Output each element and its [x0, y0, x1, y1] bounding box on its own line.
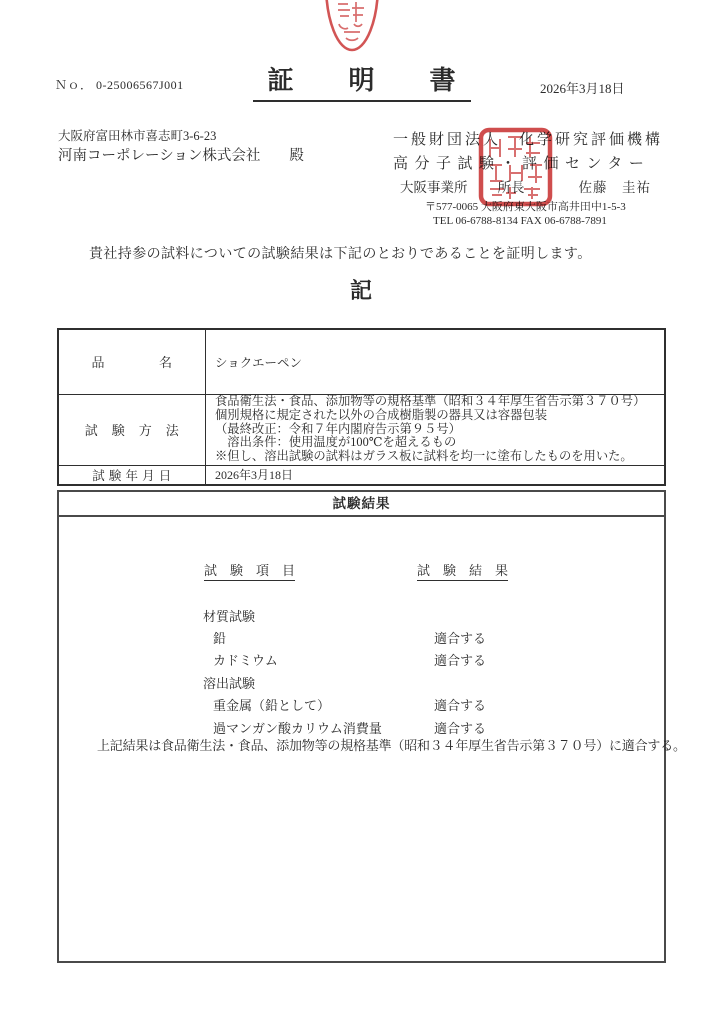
product-name-label: 品 名 [58, 329, 206, 394]
result-item-value: 適合する [434, 720, 487, 736]
results-rows [203, 604, 658, 738]
results-column-result: 試 験 結 果 [417, 560, 508, 581]
test-method-line: 溶出条件：使用温度が100℃を超えるもの [215, 435, 457, 450]
result-item-label: 材質試験 [203, 608, 256, 624]
issuer-postal-address: 〒577-0065 大阪府東大阪市高井田中1-5-3 [425, 201, 626, 213]
result-row-group [203, 604, 658, 626]
certification-statement: 貴社持参の試料についての試験結果は下記のとおりであることを証明します。 [89, 247, 592, 262]
square-stamp-icon [478, 127, 553, 207]
issuer-role: 所長 [497, 180, 525, 195]
results-conclusion-note: 上記結果は食品衛生法・食品、添加物等の規格基準（昭和３４年厚生省告示第３７０号）に適合する。 [97, 738, 686, 753]
issuer-tel-fax: TEL 06-6788-8134 FAX 06-6788-7891 [433, 215, 607, 227]
addressee-block [58, 127, 304, 167]
test-method-line: 個別規格に規定された以外の合成樹脂製の器具又は容器包装 [215, 407, 548, 422]
result-item-label: カドミウム [213, 653, 278, 669]
sample-info-table [57, 328, 666, 486]
test-date-value: 2026年3月18日 [206, 465, 666, 485]
issuer-organization: 一般財団法人 化学研究評価機構 [393, 132, 664, 148]
result-item-label: 過マンガン酸カリウム消費量 [213, 720, 382, 736]
issue-date: 2026年3月18日 [540, 81, 625, 96]
document-number-label: Ｎｏ． [55, 78, 93, 92]
table-row-product-name [58, 329, 665, 394]
test-date-label: 試 験 年 月 日 [58, 465, 206, 485]
test-method-line: （最終改正：令和７年内閣府告示第９５号） [215, 421, 461, 436]
addressee-address: 大阪府富田林市喜志町3-6-23 [58, 129, 217, 143]
issuer-person: 佐藤 圭祐 [578, 180, 651, 195]
result-row [203, 626, 658, 648]
test-method-value [206, 394, 666, 465]
test-results-box [57, 490, 686, 963]
issuer-center: 高分子試験・評価センター [393, 156, 651, 172]
result-item-label: 重金属（鉛として） [213, 698, 331, 714]
product-name-value: ショクエーペン [206, 329, 666, 394]
test-method-line: 食品衛生法・食品、添加物等の規格基準（昭和３４年厚生省告示第３７０号） [215, 393, 646, 408]
round-stamp-icon [320, 0, 384, 56]
test-method-line: ※但し、溶出試験の試料はガラス板に試料を均一に塗布したものを用いた。 [215, 449, 633, 464]
results-box-title: 試験結果 [59, 492, 664, 517]
result-row-group [203, 671, 658, 693]
ki-heading: 記 [349, 278, 374, 303]
page-title: 証 明 書 [253, 60, 470, 102]
result-item-label: 鉛 [213, 631, 227, 647]
result-item-value: 適合する [434, 698, 487, 714]
result-item-label: 溶出試験 [203, 675, 256, 691]
issuer-office: 大阪事業所 [400, 180, 468, 195]
result-row [203, 694, 658, 716]
addressee-name: 河南コーポレーション株式会社 殿 [58, 148, 304, 164]
test-method-label: 試 験 方 法 [58, 394, 206, 465]
table-row-test-method [58, 394, 665, 465]
result-item-value: 適合する [434, 653, 487, 669]
result-item-value: 適合する [434, 631, 487, 647]
results-column-item: 試 験 項 目 [204, 560, 295, 581]
result-row [203, 649, 658, 671]
table-row-test-date [58, 465, 665, 485]
document-number-value: 0-25006567J001 [96, 78, 184, 92]
